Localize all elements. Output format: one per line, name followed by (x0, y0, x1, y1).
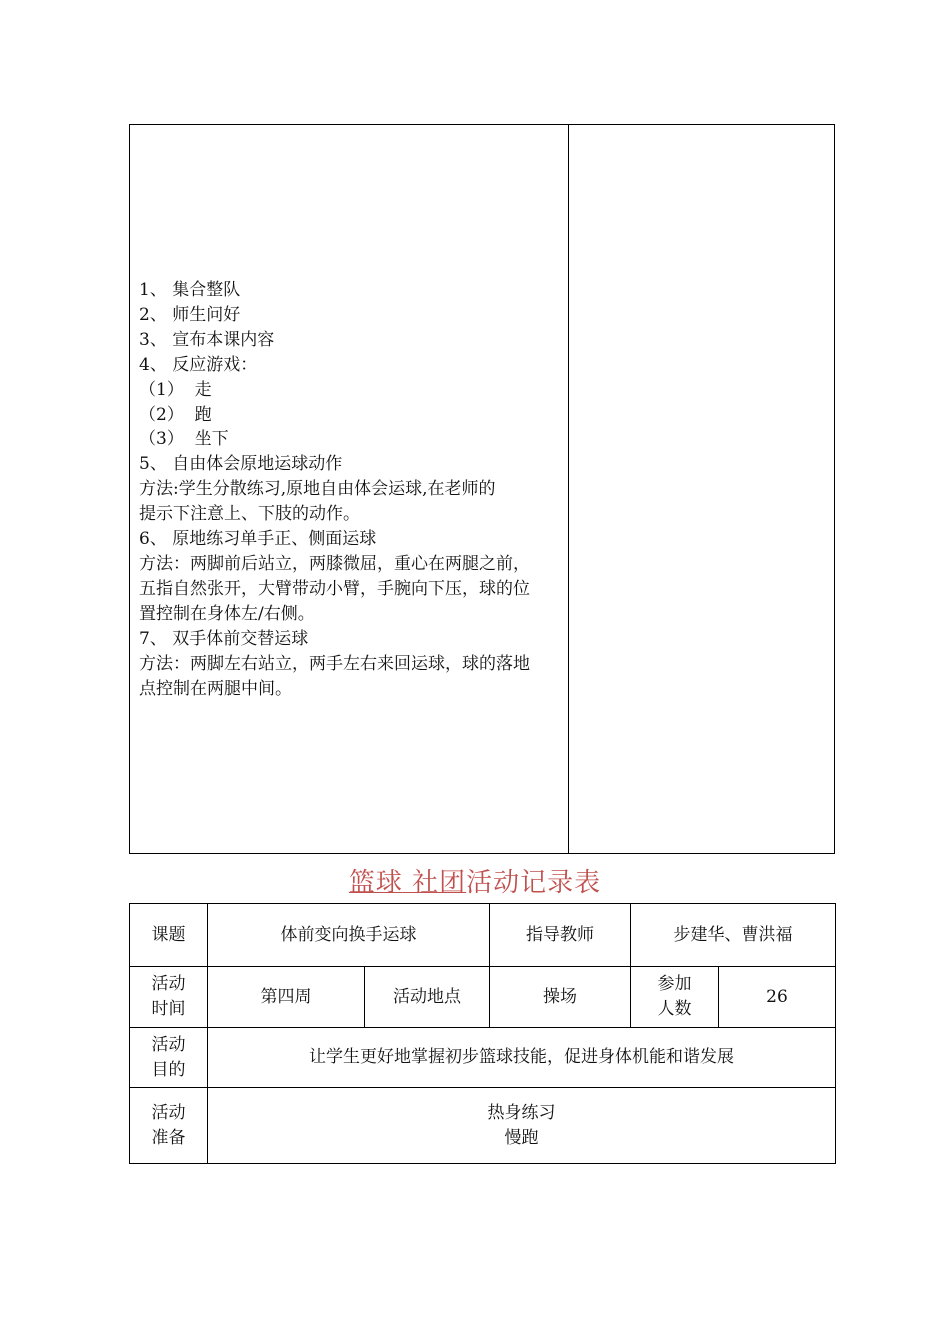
column-divider (568, 125, 569, 853)
step-line: 方法:学生分散练习,原地自由体会运球,在老师的 (139, 479, 496, 500)
step-line: 点控制在两腿中间。 (139, 678, 292, 699)
page-title (0, 862, 950, 899)
title-part-club: 社团 (412, 868, 467, 898)
topic-value: 体前变向换手运球 (208, 904, 490, 967)
step-line: 4、 反应游戏： (139, 354, 258, 375)
prep-label (130, 1088, 208, 1164)
step-line: 方法：两脚左右站立，两手左右来回运球，球的落地 (139, 653, 530, 674)
purpose-label (130, 1028, 208, 1088)
table-row (130, 1028, 836, 1088)
time-value: 第四周 (208, 967, 365, 1028)
time-label-line: 活动 (151, 974, 186, 994)
step-line: 5、 自由体会原地运球动作 (139, 454, 343, 475)
title-part-record: 活动记录表 (466, 868, 602, 898)
prep-label-line: 活动 (151, 1102, 186, 1123)
step-line: 6、 原地练习单手正、侧面运球 (139, 529, 377, 550)
step-line: 提示下注意上、下肢的动作。 (139, 504, 360, 525)
step-line: 置控制在身体左/右侧。 (139, 603, 315, 624)
count-value: 26 (719, 967, 836, 1028)
step-line: 五指自然张开，大臂带动小臂，手腕向下压，球的位 (139, 578, 530, 599)
activity-record-table (129, 903, 836, 1164)
prep-value-line: 慢跑 (504, 1127, 539, 1148)
step-line: 3、 宣布本课内容 (139, 329, 275, 350)
step-line: （2） 跑 (139, 404, 212, 425)
content-table (129, 124, 835, 854)
table-row (130, 1088, 836, 1164)
step-line: 7、 双手体前交替运球 (139, 628, 309, 649)
step-line: （3） 坐下 (139, 429, 229, 450)
step-line: 2、 师生问好 (139, 304, 241, 325)
teacher-label: 指导教师 (490, 904, 631, 967)
count-label-line: 人数 (657, 999, 692, 1019)
title-part-basketball: 篮球 (348, 868, 403, 898)
step-line: （1） 走 (139, 379, 212, 400)
count-label-line: 参加 (657, 974, 692, 994)
purpose-value: 让学生更好地掌握初步篮球技能，促进身体机能和谐发展 (208, 1028, 836, 1088)
purpose-label-line: 目的 (151, 1059, 186, 1080)
time-label (130, 967, 208, 1028)
place-value: 操场 (490, 967, 631, 1028)
time-label-line: 时间 (151, 999, 186, 1019)
teacher-value: 步建华、曹洪福 (631, 904, 836, 967)
table-row (130, 967, 836, 1028)
place-label: 活动地点 (365, 967, 490, 1028)
topic-label: 课题 (130, 904, 208, 967)
prep-value-line: 热身练习 (487, 1102, 556, 1123)
table-row (130, 904, 836, 967)
step-line: 1、 集合整队 (139, 280, 241, 300)
step-line: 方法：两脚前后站立，两膝微屈，重心在两腿之前， (139, 553, 530, 574)
count-label (631, 967, 719, 1028)
purpose-label-line: 活动 (151, 1034, 186, 1055)
lesson-steps (139, 278, 563, 701)
prep-value (208, 1088, 836, 1164)
prep-label-line: 准备 (151, 1127, 186, 1148)
title-space (403, 868, 412, 898)
